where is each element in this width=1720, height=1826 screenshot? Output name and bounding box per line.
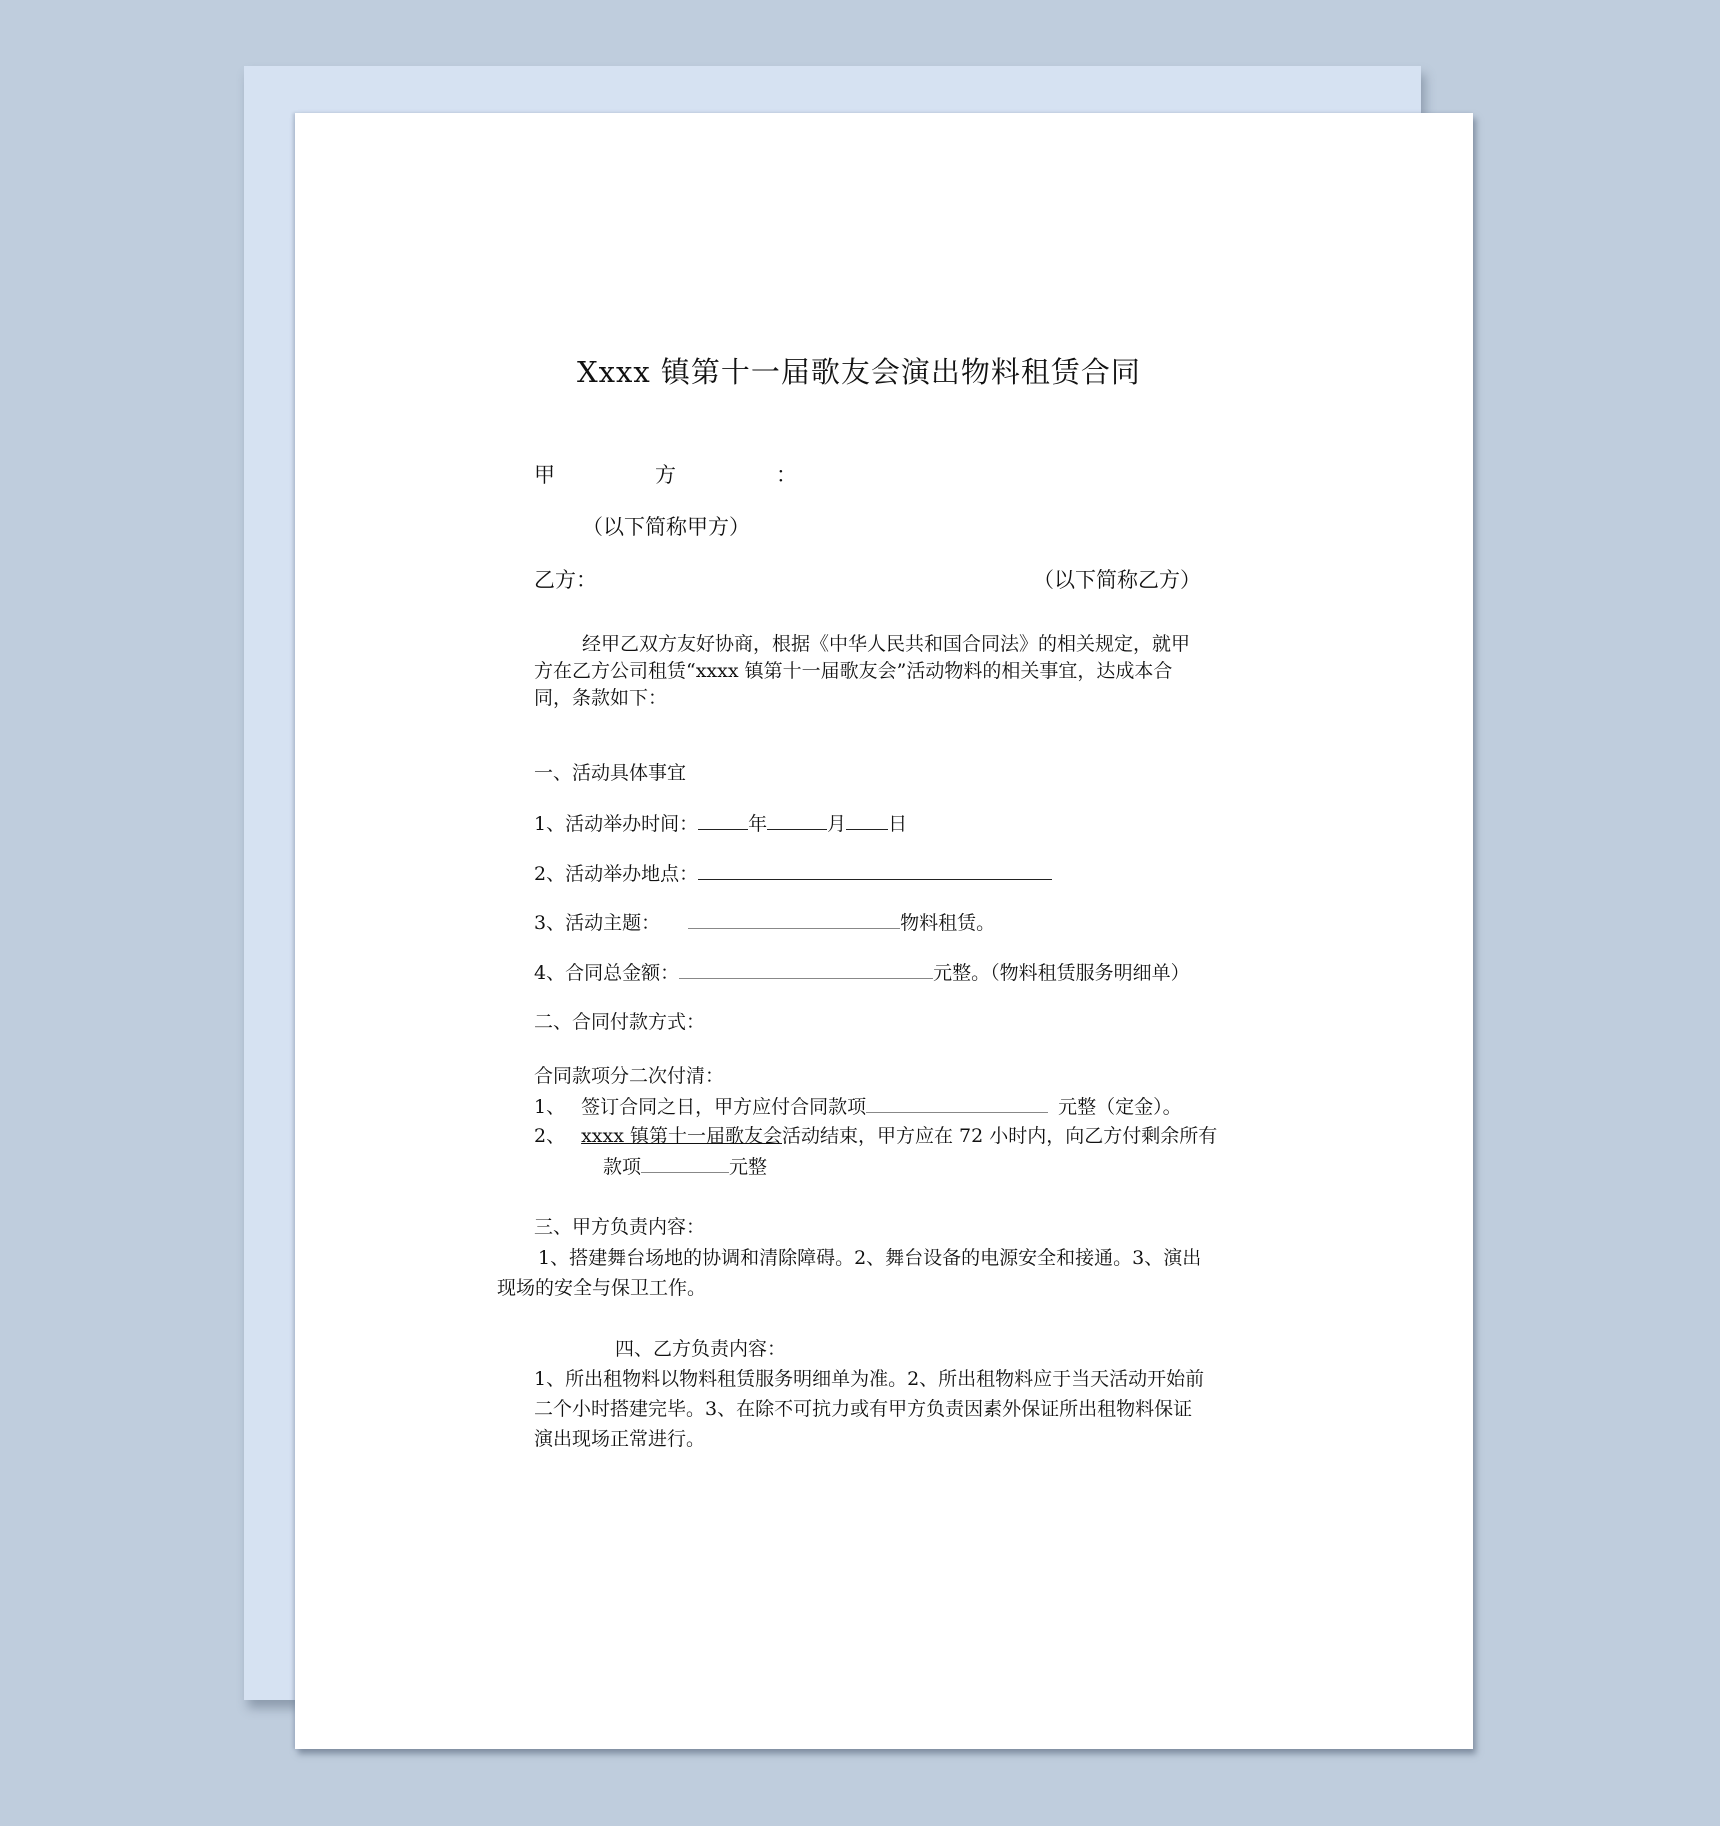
section1-item3 <box>534 910 995 935</box>
item4-label: 4、合同总金额： <box>534 962 680 984</box>
section2-intro: 合同款项分二次付清： <box>534 1065 725 1087</box>
section3-line-2: 现场的安全与保卫工作。 <box>497 1277 707 1299</box>
section2-item1 <box>534 1094 1182 1119</box>
s2-item2-cont-suffix: 元整 <box>729 1156 768 1178</box>
party-b-label: 乙方： <box>534 568 597 592</box>
day-blank[interactable] <box>846 811 888 830</box>
item1-label: 1、活动举办时间： <box>534 813 699 835</box>
section4-line-1: 1、所出租物料以物料租赁服务明细单为准。2、所出租物料应于当天活动开始前 <box>534 1368 1205 1390</box>
section2-item2-cont <box>603 1154 767 1179</box>
year-label: 年 <box>748 813 768 835</box>
section4-heading: 四、乙方负责内容： <box>615 1338 787 1360</box>
section1-item1 <box>534 811 907 836</box>
party-b-alias: （以下简称乙方） <box>1033 568 1201 592</box>
party-a-alias: （以下简称甲方） <box>582 515 750 539</box>
section2-item2 <box>534 1124 1217 1148</box>
intro-line-2: 方在乙方公司租赁“xxxx 镇第十一届歌友会”活动物料的相关事宜，达成本合 <box>534 660 1173 682</box>
deposit-blank[interactable] <box>866 1094 1048 1113</box>
month-label: 月 <box>827 813 847 835</box>
s2-item1-suffix: 元整（定金）。 <box>1058 1096 1182 1118</box>
section4-line-2: 二个小时搭建完毕。3、在除不可抗力或有甲方负责因素外保证所出租物料保证 <box>534 1398 1193 1420</box>
section3-line-1: 1、搭建舞台场地的协调和清除障碍。2、舞台设备的电源安全和接通。3、演出 <box>538 1247 1202 1269</box>
s2-item2-cont-label: 款项 <box>603 1156 642 1178</box>
section1-item2 <box>534 861 1052 886</box>
section2-heading: 二、合同付款方式： <box>534 1011 706 1033</box>
document-title: Xxxx 镇第十一届歌友会演出物料租赁合同 <box>577 355 1141 389</box>
section3-heading: 三、甲方负责内容： <box>534 1216 706 1238</box>
intro-line-3: 同，条款如下： <box>534 687 668 709</box>
item2-label: 2、活动举办地点： <box>534 863 699 885</box>
month-blank[interactable] <box>767 811 827 830</box>
s2-item1-num: 1、 <box>534 1096 566 1118</box>
intro-line-1: 经甲乙双方友好协商，根据《中华人民共和国合同法》的相关规定，就甲 <box>582 633 1191 655</box>
year-blank[interactable] <box>698 811 748 830</box>
section1-item4 <box>534 960 1190 985</box>
item4-suffix: 元整。（物料租赁服务明细单） <box>933 962 1190 984</box>
item3-label: 3、活动主题： <box>534 912 661 934</box>
item3-suffix: 物料租赁。 <box>900 912 996 934</box>
s2-item1-text: 签订合同之日，甲方应付合同款项 <box>581 1096 867 1118</box>
theme-blank[interactable] <box>688 910 900 929</box>
location-blank[interactable] <box>698 861 1052 880</box>
party-a-colon: ： <box>776 463 797 487</box>
amount-blank[interactable] <box>679 960 933 979</box>
day-label: 日 <box>888 813 908 835</box>
party-a-label-char2: 方 <box>655 463 676 487</box>
party-a-label-char1: 甲 <box>534 463 555 487</box>
s2-item2-event-name: xxxx 镇第十一届歌友会 <box>581 1125 782 1147</box>
section1-heading: 一、活动具体事宜 <box>534 762 687 784</box>
s2-item2-text: 活动结束，甲方应在 72 小时内，向乙方付剩余所有 <box>782 1125 1218 1147</box>
section4-line-3: 演出现场正常进行。 <box>534 1428 706 1450</box>
balance-blank[interactable] <box>641 1154 729 1173</box>
s2-item2-num: 2、 <box>534 1125 566 1147</box>
